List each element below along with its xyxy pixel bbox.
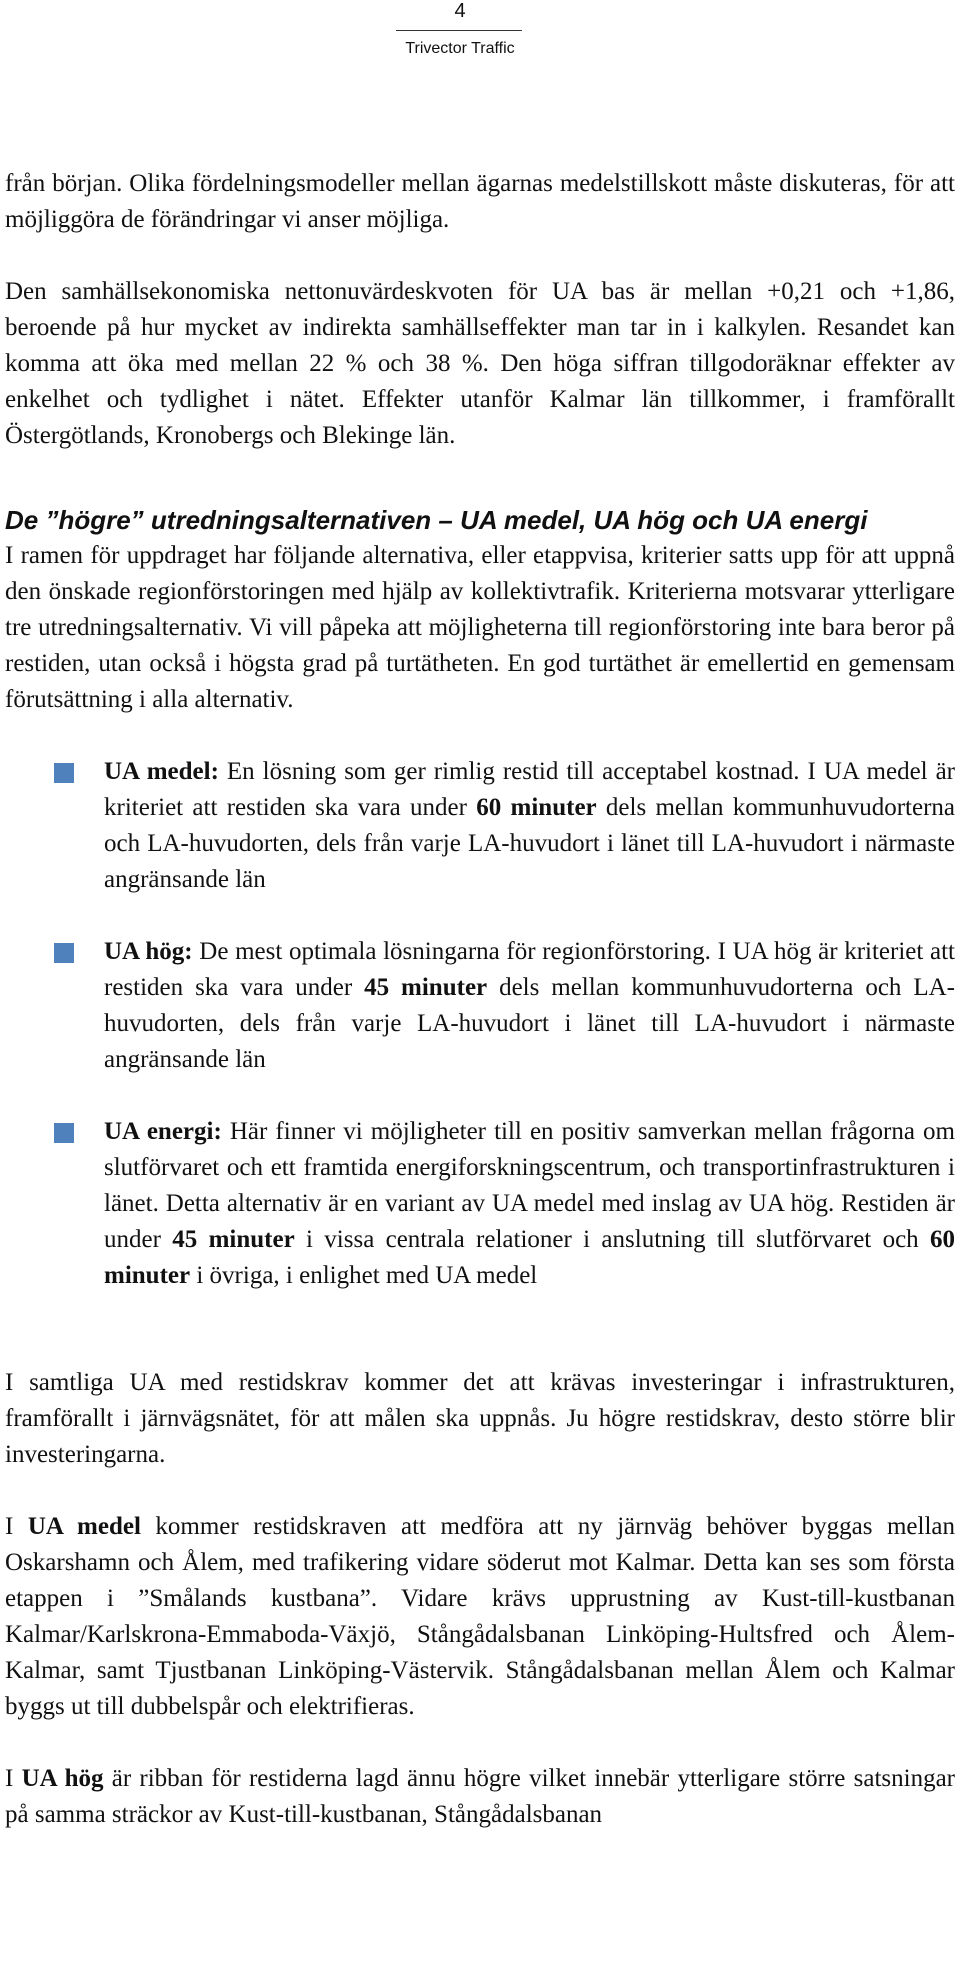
bullet-text: dels mellan kommunhuvudorterna och LA-huvudorten, dels från varje LA-huvudort i länet till LA-huvudort i närmaste angränsande län — [104, 974, 955, 1073]
page-number: 4 — [454, 0, 466, 22]
bullet-label: UA medel: — [104, 758, 219, 785]
paragraph-ua-medel — [5, 1509, 955, 1725]
bullet-text: Här finner vi möjligheter till en positiv samverkan mellan frågorna om slutförvaret och ett framtida energiforskningscentrum, och transportinfrastrukturen i länet. Detta alternativ är en variant av UA medel med inslag av UA hög. Restiden är under — [104, 1118, 955, 1253]
paragraph-text: är ribban för restiderna lagd ännu högre vilket innebär ytterligare större satsningar på samma sträckor av Kust-till-kustbanan, Stångådalsbanan — [5, 1765, 956, 1828]
bullet-square-icon — [54, 943, 74, 963]
bullet-square-icon — [54, 763, 74, 783]
paragraph-criteria: I ramen för uppdraget har följande alternativa, eller etappvisa, kriterier satts upp för att uppnå den önskade regionförstoringen med hjälp av kollektivtrafik. Kriterierna motsvarar ytterligare tre utredningsalternativ. Vi vill påpeka att möjligheterna till regionförstoring inte bara beror på restiden, utan också i högsta grad på turtätheten. En god turtäthet är emellertid en gemensam förutsättning i alla alternativ. — [5, 542, 955, 713]
bullet-text: De mest optimala lösningarna för regionförstoring. I UA hög är kriteriet att restiden ska vara under — [104, 938, 955, 1001]
paragraph-text: I — [5, 1765, 22, 1792]
bullet-label: UA hög: — [104, 938, 193, 965]
paragraph-emphasis: UA medel — [27, 1513, 141, 1540]
bullet-text: i övriga, i enlighet med UA medel — [190, 1262, 538, 1289]
paragraph-text: kommer restidskraven att medföra att ny järnväg behöver byggas mellan Oskarshamn och Ålem, med trafikering vidare söderut mot Kalmar. Detta kan ses som första etappen i ”Smålands kustbana”. Vidare krävs upprustning av Kust-till-kustbanan Kalmar/Karlskrona-Emmaboda-Växjö, Stångådalsbanan Linköping-Hultsfred och Ålem-Kalmar, samt Tjustbanan Linköping-Västervik. Stångådalsbanan mellan Ålem och Kalmar byggs ut till dubbelspår och elektrifieras. — [5, 1513, 956, 1720]
bullet-text: i vissa centrala relationer i anslutning till slutförvaret och — [294, 1226, 931, 1253]
list-item-ua-energi — [5, 1114, 955, 1294]
bullet-emphasis: 45 minuter — [172, 1226, 295, 1253]
paragraph-ua-bas-summary: Den samhällsekonomiska nettonuvärdeskvoten för UA bas är mellan +0,21 och +1,86, beroende på hur mycket av indirekta samhällseffekter man tar in i kalkylen. Resandet kan komma att öka med mellan 22 % och 38 %. Den höga siffran tillgodoräknar effekter av enkelhet och tydlighet i nätet. Effekter utanför Kalmar län tillkommer, i framförallt Östergötlands, Kronobergs och Blekinge län. — [5, 278, 955, 449]
bullet-square-icon — [54, 1123, 74, 1143]
list-item-ua-medel — [5, 754, 955, 898]
bullet-emphasis: 60 minuter — [104, 1226, 956, 1289]
paragraph-investments: I samtliga UA med restidskrav kommer det att krävas investeringar i infrastrukturen, framförallt i järnvägsnätet, för att målen ska uppnås. Ju högre restidskrav, desto större blir investeringarna. — [5, 1369, 955, 1468]
alternatives-list — [5, 754, 955, 1294]
bullet-emphasis: 60 minuter — [476, 794, 597, 821]
list-item-ua-hog — [5, 934, 955, 1078]
paragraph-ua-hog — [5, 1761, 955, 1833]
bullet-text: En lösning som ger rimlig restid till acceptabel kostnad. I UA medel är kriteriet att restiden ska vara under — [104, 758, 955, 821]
bullet-text: dels mellan kommunhuvudorterna och LA-huvudorten, dels från varje LA-huvudort i länet till LA-huvudort i närmaste angränsande län — [104, 794, 955, 893]
bullet-label: UA energi: — [104, 1118, 222, 1145]
section-heading: De ”högre” utredningsalternativen – UA medel, UA hög och UA energi — [5, 505, 868, 535]
header-divider — [396, 30, 522, 31]
document-body — [5, 166, 955, 1833]
paragraph-text: I — [5, 1513, 28, 1540]
bullet-emphasis: 45 minuter — [364, 974, 488, 1001]
header-title: Trivector Traffic — [405, 40, 515, 57]
paragraph-intro: från början. Olika fördelningsmodeller mellan ägarnas medelstillskott måste diskuteras, för att möjliggöra de förändringar vi anser möjliga. — [5, 170, 955, 233]
page-header — [0, 0, 960, 64]
paragraph-emphasis: UA hög — [21, 1765, 104, 1792]
